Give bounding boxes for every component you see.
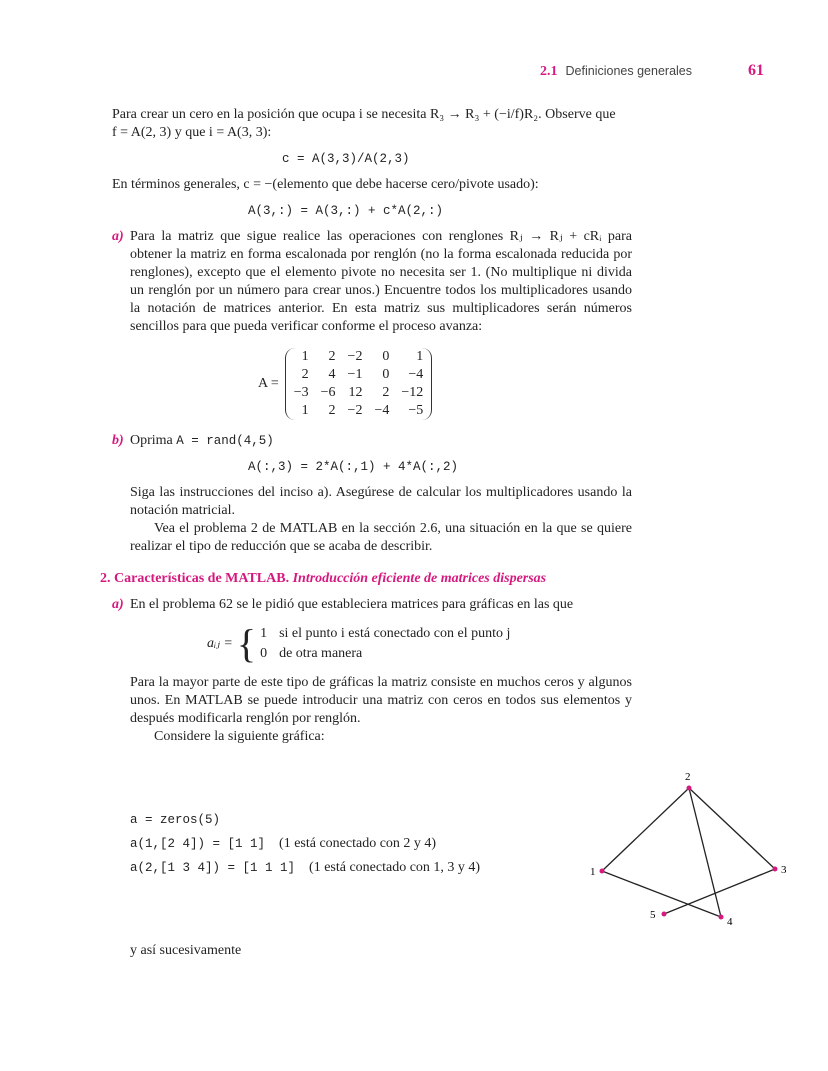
graph-node-label: 1	[590, 866, 596, 878]
case-value: 1	[260, 626, 268, 641]
matrix-cell: −4	[408, 367, 424, 382]
section-number: 2.1	[540, 64, 558, 79]
code: a(1,[2 4]) = [1 1]	[130, 837, 266, 851]
intro-line: f = A(2, 3) y que i = A(3, 3):	[112, 125, 272, 140]
graph-figure	[562, 762, 792, 932]
cases	[260, 624, 510, 664]
code-block	[112, 752, 480, 880]
code-and-graph	[112, 752, 792, 932]
graph-node-4	[719, 915, 724, 920]
matrix-row	[288, 366, 430, 384]
code-c: c = A(3,3)/A(2,3)	[282, 152, 410, 166]
part-b-text: Oprima	[130, 433, 173, 448]
matrix-cell: 1	[301, 349, 309, 364]
matrix-cell: −5	[408, 403, 424, 418]
p2-a	[112, 596, 632, 614]
problem-title: Características de MATLAB.	[114, 571, 290, 586]
code: a(2,[1 3 4]) = [1 1 1]	[130, 861, 296, 875]
page-body	[100, 106, 787, 960]
case-value: 0	[260, 646, 268, 661]
matrix-block	[258, 348, 632, 420]
graph-node-label: 5	[650, 909, 656, 921]
graph-node-2	[687, 786, 692, 791]
graph-edge-1-2	[602, 788, 689, 871]
code: a = zeros(5)	[130, 813, 221, 827]
matrix-cell: −2	[347, 349, 363, 364]
problem-subtitle: Introducción eficiente de matrices dispersas	[292, 571, 547, 586]
matrix-cell: 2	[328, 349, 336, 364]
matrix-cell: −3	[293, 385, 309, 400]
p2-para2: Considere la siguiente gráfica:	[154, 729, 325, 744]
problem-2-heading	[100, 570, 660, 588]
page-number: 61	[748, 62, 764, 79]
graph-node-3	[773, 867, 778, 872]
intro-general: En términos generales, c = −(elemento que debe hacerse cero/pivote usado):	[112, 177, 539, 192]
part-a-label: a)	[112, 229, 124, 244]
code-col3: A(:,3) = 2*A(:,1) + 4*A(:,2)	[248, 460, 459, 474]
intro-line: Para crear un cero en la posición que ocupa i se necesita R₃ → R₃ + (−i/f)R₂. Observe que	[112, 107, 616, 122]
part-b-text3: Vea el problema 2 de MATLAB en la sección 2.6, una situación en la que se quiere realizar el tipo de reducción que se acaba de describir.	[130, 521, 632, 554]
matrix-cell: −6	[320, 385, 336, 400]
matrix-cell: −12	[401, 385, 424, 400]
matrix-cell: 0	[382, 349, 390, 364]
matrix-cell: 12	[348, 385, 363, 400]
part-b-line	[130, 432, 632, 450]
graph-edge-1-4	[602, 871, 721, 917]
matrix-cell: 2	[301, 367, 309, 382]
part-a-text: Para la matriz que sigue realice las operaciones con renglones Rⱼ → Rⱼ + cRᵢ para obtener la matriz en forma escalonada por renglón (no la forma escalonada reducida por renglones), excepto que el elemento pivote no necesita ser 1. (No multiplique ni divida un renglón por un número para crear unos.) Encuentre todos los multiplicadores usando la notación de matrices anterior. En esta matriz sus multiplicadores serán números sencillos para que pueda verificar conforme el proceso avanza:	[130, 229, 632, 334]
graph-edge-3-5	[664, 869, 775, 914]
part-b-text2: Siga las instrucciones del inciso a). Asegúrese de calcular los multiplicadores usando la notación matricial.	[130, 485, 632, 518]
graph-node-label: 2	[685, 771, 691, 783]
code-line	[130, 808, 480, 832]
graph-node-1	[600, 869, 605, 874]
matrix-cell: −4	[374, 403, 390, 418]
matrix-cell: 2	[382, 385, 390, 400]
graph-node-label: 3	[781, 864, 787, 876]
closing-text: y así sucesivamente	[130, 943, 242, 958]
part-b	[112, 432, 632, 450]
matrix-row	[288, 384, 430, 402]
running-header	[0, 62, 828, 86]
matrix-cell: −2	[347, 403, 363, 418]
code-comment: (1 está conectado con 2 y 4)	[279, 836, 437, 851]
part-b-label: b)	[112, 433, 124, 448]
matrix-cell: 1	[301, 403, 309, 418]
aij-label: aᵢⱼ =	[207, 636, 233, 651]
graph-node-5	[662, 912, 667, 917]
code-rand: A = rand(4,5)	[176, 434, 274, 448]
brace: {	[236, 621, 257, 666]
p2-a-text: En el problema 62 se le pidió que estableciera matrices para gráficas en las que	[130, 597, 574, 612]
p2-para1: Para la mayor parte de este tipo de gráficas la matriz consiste en muchos ceros y algunos unos. En MATLAB se puede introducir una matriz con ceros en todos sus elementos y después modificarla renglón por renglón.	[130, 675, 632, 726]
matrix-cell: 2	[328, 403, 336, 418]
code-line	[130, 832, 480, 856]
intro-text	[112, 106, 632, 142]
graph-node-label: 4	[727, 916, 733, 928]
case-text: de otra manera	[279, 646, 363, 661]
matrix-cell: 4	[328, 367, 336, 382]
code-line	[130, 856, 480, 880]
matrix-label: A =	[258, 376, 279, 391]
matrix-cell: 1	[416, 349, 424, 364]
matrix-row	[288, 402, 430, 420]
part-a	[112, 228, 632, 336]
problem-number: 2.	[100, 571, 111, 586]
graph-edge-2-3	[689, 788, 775, 869]
section-title: Definiciones generales	[565, 64, 692, 78]
code-comment: (1 está conectado con 1, 3 y 4)	[309, 860, 481, 875]
p2-a-label: a)	[112, 597, 124, 612]
code-row-op: A(3,:) = A(3,:) + c*A(2,:)	[248, 204, 444, 218]
matrix-cell: −1	[347, 367, 363, 382]
aij-definition	[207, 621, 632, 666]
matrix-A	[285, 348, 433, 420]
matrix-row	[288, 348, 430, 366]
case-text: si el punto i está conectado con el punto j	[279, 626, 511, 641]
matrix-cell: 0	[382, 367, 390, 382]
